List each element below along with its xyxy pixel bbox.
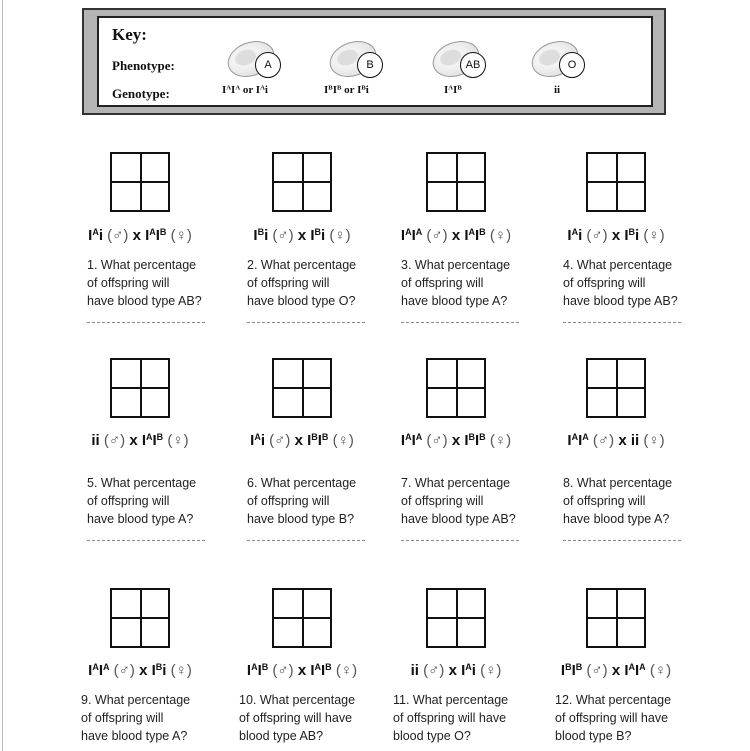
question-text xyxy=(401,256,510,310)
male-symbol: (♂) xyxy=(588,432,619,449)
cross-label xyxy=(60,227,220,244)
question-line: 1. What percentage xyxy=(87,258,197,272)
question-line: 12. What percentage xyxy=(555,693,672,707)
allele: I xyxy=(567,432,572,449)
cross-label xyxy=(376,227,536,244)
allele-superscript: B xyxy=(261,662,269,673)
allele-superscript: A xyxy=(235,84,241,92)
question-line: of offspring will xyxy=(401,494,484,508)
allele-superscript: A xyxy=(92,662,99,673)
cross-label xyxy=(536,227,696,244)
question-line: 7. What percentage xyxy=(401,476,511,490)
allele: I xyxy=(310,227,315,244)
allele: or xyxy=(240,84,256,96)
allele: I xyxy=(98,662,103,679)
question-text xyxy=(87,474,196,528)
allele-superscript: A xyxy=(415,227,423,238)
male-symbol: (♂) xyxy=(99,432,130,449)
answer-blank[interactable] xyxy=(563,322,681,323)
cross-x: x xyxy=(618,432,631,449)
question-line: have blood type A? xyxy=(87,512,194,526)
phenotype-label: Phenotype: xyxy=(112,58,175,73)
cross-x: x xyxy=(129,432,142,449)
allele: or xyxy=(341,84,358,96)
allele: I xyxy=(560,662,566,679)
question-text xyxy=(563,256,678,310)
punnett-square xyxy=(426,152,486,212)
allele-superscript: A xyxy=(102,662,110,673)
cross-label xyxy=(60,662,220,679)
phenotype-o xyxy=(531,38,595,82)
question-line: of offspring will xyxy=(563,494,646,508)
male-symbol: (♂) xyxy=(109,662,140,679)
female-symbol: (♀) xyxy=(485,227,512,244)
allele-superscript: B xyxy=(457,84,462,92)
cross-x: x xyxy=(611,227,625,244)
allele-superscript: A xyxy=(226,84,232,92)
genotype-o xyxy=(554,84,560,96)
allele-superscript: A xyxy=(251,662,258,673)
punnett-square xyxy=(110,588,170,648)
allele: I xyxy=(411,432,416,449)
punnett-square xyxy=(110,358,170,418)
allele-superscript: A xyxy=(571,432,579,443)
allele-superscript: B xyxy=(159,227,167,238)
question-text xyxy=(563,474,672,528)
male-symbol: (♂) xyxy=(268,662,298,679)
allele: I xyxy=(324,84,329,96)
question-line: have blood type A? xyxy=(401,294,508,308)
allele: I xyxy=(567,227,572,244)
allele: I xyxy=(464,432,469,449)
female-symbol: (♀) xyxy=(639,432,665,449)
female-symbol: (♀) xyxy=(639,227,665,244)
allele: i xyxy=(321,227,326,244)
cross-x: x xyxy=(451,227,465,244)
cross-x: x xyxy=(611,662,625,679)
allele: I xyxy=(578,432,583,449)
allele: I xyxy=(332,84,337,96)
allele-superscript: A xyxy=(448,84,454,92)
allele: i xyxy=(635,227,640,244)
female-symbol: (♀) xyxy=(475,662,502,679)
female-symbol: (♀) xyxy=(166,227,192,244)
question-line: 6. What percentage xyxy=(247,476,357,490)
allele: I xyxy=(151,662,156,679)
allele: I xyxy=(88,662,93,679)
question-line: have blood type AB? xyxy=(87,294,202,308)
allele-superscript: B xyxy=(311,432,318,443)
allele-superscript: B xyxy=(468,432,475,443)
allele-superscript: B xyxy=(336,84,342,92)
cross-label xyxy=(222,662,382,679)
phenotype-a xyxy=(227,38,291,82)
female-symbol: (♀) xyxy=(166,662,192,679)
question-line: have blood type AB? xyxy=(563,294,678,308)
blood-type-badge: AB xyxy=(460,52,486,78)
male-symbol: (♂) xyxy=(422,227,452,244)
allele: ii xyxy=(630,432,640,449)
question-line: 5. What percentage xyxy=(87,476,197,490)
allele-superscript: B xyxy=(325,662,332,673)
punnett-square xyxy=(426,588,486,648)
question-line: of offspring will xyxy=(87,494,170,508)
question-text xyxy=(247,474,356,528)
allele: i xyxy=(260,432,265,449)
female-symbol: (♀) xyxy=(328,432,354,449)
male-symbol: (♂) xyxy=(102,227,133,244)
cross-label xyxy=(536,662,696,679)
allele: i xyxy=(98,227,103,244)
allele: i xyxy=(578,227,583,244)
allele: ii xyxy=(410,662,419,679)
allele-superscript: B xyxy=(155,662,163,673)
answer-blank[interactable] xyxy=(401,322,519,323)
genotype-ab xyxy=(444,84,462,96)
phenotype-ab xyxy=(432,38,496,82)
punnett-square xyxy=(426,358,486,418)
cross-x: x xyxy=(451,432,465,449)
phenotype-b xyxy=(329,38,393,82)
question-line: of offspring will xyxy=(401,276,484,290)
allele: I xyxy=(321,662,326,679)
cross-x: x xyxy=(132,227,146,244)
allele: I xyxy=(222,84,227,96)
genotype-label: Genotype: xyxy=(112,86,170,101)
punnett-square xyxy=(272,588,332,648)
question-line: 10. What percentage xyxy=(239,693,356,707)
cross-x: x xyxy=(297,227,311,244)
allele: i xyxy=(471,662,476,679)
key-box xyxy=(97,16,653,107)
question-line: 4. What percentage xyxy=(563,258,673,272)
blood-type-badge: B xyxy=(357,52,383,78)
allele: i xyxy=(264,227,269,244)
allele-superscript: B xyxy=(257,227,265,238)
allele: i xyxy=(162,662,167,679)
allele: I xyxy=(624,662,629,679)
male-symbol: (♂) xyxy=(582,227,612,244)
answer-blank[interactable] xyxy=(563,540,681,541)
question-line: have blood type A? xyxy=(81,729,188,743)
question-text xyxy=(247,256,356,310)
question-line: of offspring will xyxy=(563,276,646,290)
genotype-b xyxy=(324,84,369,96)
question-line: have blood type O? xyxy=(247,294,356,308)
allele-superscript: A xyxy=(405,227,412,238)
question-line: 2. What percentage xyxy=(247,258,357,272)
answer-blank[interactable] xyxy=(247,322,365,323)
allele-superscript: A xyxy=(260,84,265,92)
allele-superscript: B xyxy=(314,227,321,238)
allele-superscript: B xyxy=(628,227,635,238)
allele: I xyxy=(155,227,160,244)
male-symbol: (♂) xyxy=(422,432,452,449)
question-text xyxy=(87,256,202,310)
question-text xyxy=(239,691,355,745)
allele-superscript: B xyxy=(328,84,333,92)
question-line: 8. What percentage xyxy=(563,476,673,490)
allele: I xyxy=(444,84,449,96)
allele: I xyxy=(141,432,146,449)
question-line: have blood type AB? xyxy=(401,512,516,526)
allele-superscript: A xyxy=(254,432,261,443)
question-line: blood type O? xyxy=(393,729,471,743)
allele-superscript: A xyxy=(468,227,475,238)
allele: I xyxy=(475,227,480,244)
punnett-square xyxy=(272,152,332,212)
question-line: have blood type B? xyxy=(247,512,355,526)
allele-superscript: B xyxy=(321,432,329,443)
question-line: have blood type A? xyxy=(563,512,670,526)
allele: I xyxy=(253,227,258,244)
allele-superscript: B xyxy=(479,432,486,443)
question-text xyxy=(555,691,671,745)
allele: ii xyxy=(91,432,100,449)
allele: I xyxy=(152,432,157,449)
question-line: blood type AB? xyxy=(239,729,324,743)
allele: ii xyxy=(554,84,561,96)
allele-superscript: B xyxy=(156,432,164,443)
allele: I xyxy=(357,84,362,96)
blood-type-badge: A xyxy=(255,52,281,78)
male-symbol: (♂) xyxy=(582,662,612,679)
allele: i xyxy=(365,84,369,96)
question-line: of offspring will have xyxy=(393,711,507,725)
allele: I xyxy=(310,662,315,679)
cross-x: x xyxy=(139,662,152,679)
question-line: of offspring will have xyxy=(555,711,669,725)
question-line: of offspring will xyxy=(247,494,330,508)
blood-type-badge: O xyxy=(559,52,585,78)
male-symbol: (♂) xyxy=(268,227,298,244)
allele: I xyxy=(145,227,150,244)
question-line: 3. What percentage xyxy=(401,258,511,272)
male-symbol: (♂) xyxy=(418,662,449,679)
allele: I xyxy=(400,432,406,449)
allele: I xyxy=(411,227,416,244)
cross-label xyxy=(222,227,382,244)
allele: I xyxy=(246,662,252,679)
question-line: blood type B? xyxy=(555,729,632,743)
cross-label xyxy=(222,432,382,449)
female-symbol: (♀) xyxy=(163,432,189,449)
female-symbol: (♀) xyxy=(331,662,358,679)
allele: I xyxy=(307,432,312,449)
allele: I xyxy=(400,227,406,244)
allele-superscript: A xyxy=(405,432,412,443)
answer-blank[interactable] xyxy=(247,540,365,541)
allele: I xyxy=(231,84,236,96)
punnett-square xyxy=(272,358,332,418)
cross-label xyxy=(376,432,536,449)
allele: I xyxy=(635,662,640,679)
female-symbol: (♀) xyxy=(485,432,512,449)
punnett-square xyxy=(586,152,646,212)
allele: I xyxy=(317,432,322,449)
punnett-square xyxy=(586,588,646,648)
answer-blank[interactable] xyxy=(401,540,519,541)
key-title: Key: xyxy=(112,25,147,44)
cross-label xyxy=(376,662,536,679)
punnett-square xyxy=(110,152,170,212)
allele-superscript: B xyxy=(479,227,486,238)
question-text xyxy=(401,474,516,528)
allele: I xyxy=(257,662,262,679)
allele: I xyxy=(250,432,255,449)
allele: I xyxy=(255,84,261,96)
allele-superscript: B xyxy=(565,662,572,673)
allele-superscript: A xyxy=(639,662,646,673)
cross-label xyxy=(536,432,696,449)
allele-superscript: B xyxy=(361,84,366,92)
allele-superscript: A xyxy=(415,432,423,443)
allele-superscript: A xyxy=(314,662,321,673)
female-symbol: (♀) xyxy=(645,662,672,679)
allele: I xyxy=(571,662,576,679)
allele-superscript: A xyxy=(465,662,472,673)
male-symbol: (♂) xyxy=(264,432,295,449)
punnett-square xyxy=(586,358,646,418)
answer-blank[interactable] xyxy=(87,322,205,323)
question-line: of offspring will xyxy=(247,276,330,290)
cross-x: x xyxy=(297,662,311,679)
allele: i xyxy=(264,84,268,96)
allele: I xyxy=(461,662,466,679)
question-line: of offspring will xyxy=(81,711,164,725)
answer-blank[interactable] xyxy=(87,540,205,541)
genotype-a xyxy=(222,84,268,96)
allele-superscript: A xyxy=(628,662,635,673)
question-line: 9. What percentage xyxy=(81,693,191,707)
cross-x: x xyxy=(294,432,308,449)
question-line: of offspring will xyxy=(87,276,170,290)
female-symbol: (♀) xyxy=(325,227,351,244)
question-line: 11. What percentage xyxy=(393,693,509,707)
question-text xyxy=(393,691,508,745)
allele-superscript: A xyxy=(146,432,153,443)
allele: I xyxy=(88,227,93,244)
allele-superscript: A xyxy=(582,432,589,443)
allele-superscript: A xyxy=(92,227,99,238)
question-text xyxy=(81,691,190,745)
allele: I xyxy=(453,84,458,96)
cross-x: x xyxy=(448,662,462,679)
question-line: of offspring will have xyxy=(239,711,353,725)
allele: I xyxy=(475,432,480,449)
cross-label xyxy=(60,432,220,449)
allele-superscript: A xyxy=(571,227,579,238)
page-edge xyxy=(2,0,3,751)
allele: I xyxy=(624,227,629,244)
allele-superscript: B xyxy=(575,662,583,673)
allele: I xyxy=(464,227,469,244)
allele-superscript: A xyxy=(149,227,156,238)
